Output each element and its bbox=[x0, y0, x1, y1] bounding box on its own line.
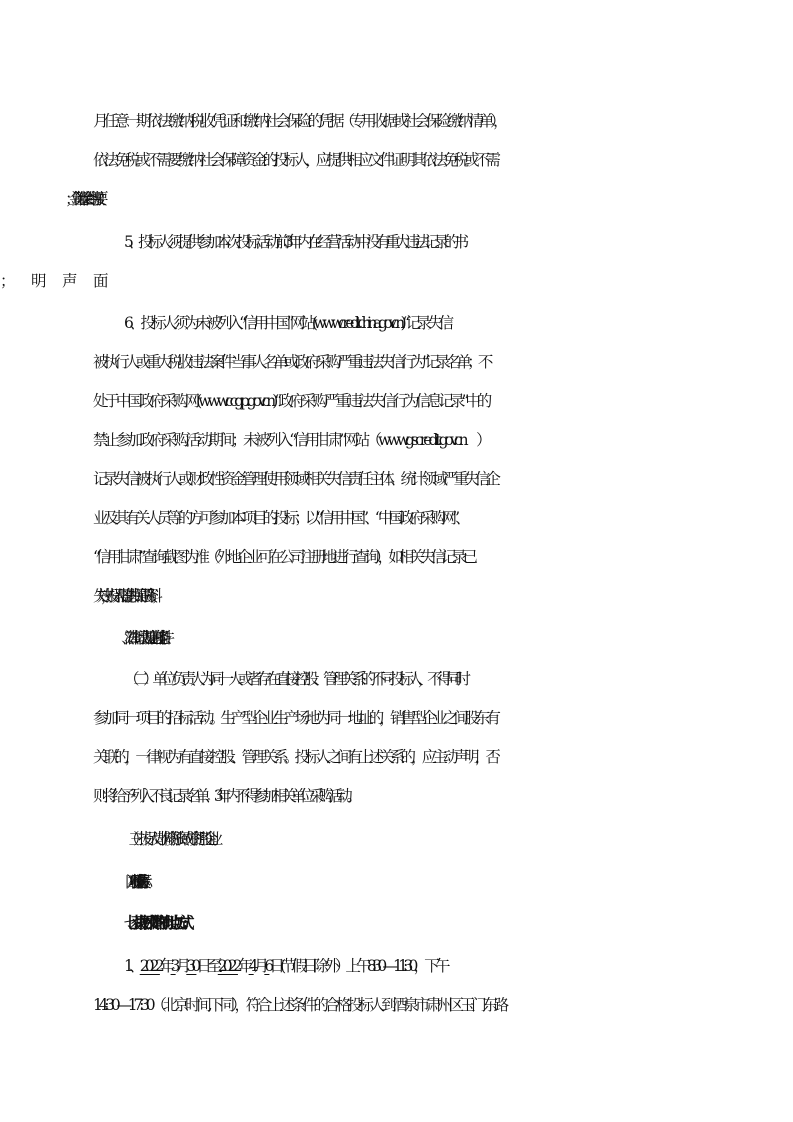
text-line: 记录失信被执行人或财政性资金管理使用领域相关失信责任主体、统计领域严重失信企 bbox=[93, 470, 497, 488]
start-month: 3 bbox=[170, 957, 176, 975]
start-year: 2022 bbox=[139, 957, 160, 975]
text-line bbox=[93, 271, 793, 291]
text-line: “信用甘肃”查询截图为准（外地企业可在公司注册地进行查询），如相关失信记录已 bbox=[93, 548, 474, 566]
text-line: 参加同一项目的招标活动。生产型企业生产场地为同一地址的，销售型企业之间股东有 bbox=[93, 709, 497, 727]
year-unit: 年 bbox=[159, 957, 171, 975]
text-line: （二）单位负责人为同一人或者存在直接控股、管理关系的不同投标人，不得同时 bbox=[124, 670, 466, 688]
text-line: 14:30—17:30（北京时间,下同），符合上述条件的合格投标人到酒泉市肃州区玉门东路 bbox=[93, 996, 506, 1014]
schedule-tail: 日(节假日除外）上午 8:30—11:30，下午 bbox=[269, 957, 446, 975]
year-unit: 年 bbox=[237, 957, 249, 975]
start-day: 30 bbox=[186, 957, 197, 975]
month-unit: 月 bbox=[175, 957, 187, 975]
month-unit: 月 bbox=[253, 957, 265, 975]
text-line: 失效，投标人需提供相关证明资料； bbox=[93, 587, 156, 605]
schedule-prefix: 1、 bbox=[124, 957, 140, 975]
schedule-line bbox=[124, 956, 793, 976]
text-line: （三）投标人为非外资独资或外资控股企业。 bbox=[124, 830, 218, 848]
text-line: 7、法律、行政法规规定的其他条件。 bbox=[124, 629, 165, 647]
text-line: 则将给予列入不良记录名单、3 年内不得参加相关单位采购活动。 bbox=[93, 787, 356, 805]
text-line: 业及其有关人员等的方可参加本项目的投标；以“信用中国”、“中国政府采购网”、 bbox=[93, 509, 466, 527]
text-line: 月任意一期依法缴纳税收凭证和缴纳社会保险的凭据（专用收据或社会保险缴纳清单）， bbox=[93, 112, 504, 130]
text-line bbox=[93, 189, 793, 209]
text-line: 依法免税或不需要缴纳社会保障资金的投标人，应提供相应文件证明其依法免税或不需 bbox=[93, 151, 497, 169]
text-line: 禁止参加政府采购活动期间；未被列入“信用甘肃”网站（www.gscredit.gov.cn ） bbox=[93, 431, 488, 449]
end-year: 2022 bbox=[217, 957, 238, 975]
end-month: 4 bbox=[248, 957, 254, 975]
text-line: 5、投标人须提供参加本次投标活动前 3 年内在经营活动中没有重大违法记录的书 bbox=[124, 233, 464, 251]
end-day: 6 bbox=[264, 957, 270, 975]
section-heading: 七、获取招标文件的时间、地点、方式: bbox=[124, 913, 177, 932]
text-line: 6、投标人须为未被列入“信用中国”网站(www.creditchina.gov.cn)“记录失信 bbox=[124, 314, 450, 332]
text-line: （四）本项目不接受联合体投标。 bbox=[124, 873, 140, 891]
text-line: 被执行人或重大税收违法案件当事人名单或政府采购严重违法失信行为”记录名单；不 bbox=[93, 353, 489, 371]
text-line: 处于中国政府采购网(www.ccgp.gov.cn)“政府采购严重违法失信行为信息记录”中的 bbox=[93, 392, 489, 410]
day-to: 日至 bbox=[196, 957, 218, 975]
text-line: 关联的，一律视为有直接控股、管理关系。投标人之间有上述关系的，应主动声明，否 bbox=[93, 748, 497, 766]
